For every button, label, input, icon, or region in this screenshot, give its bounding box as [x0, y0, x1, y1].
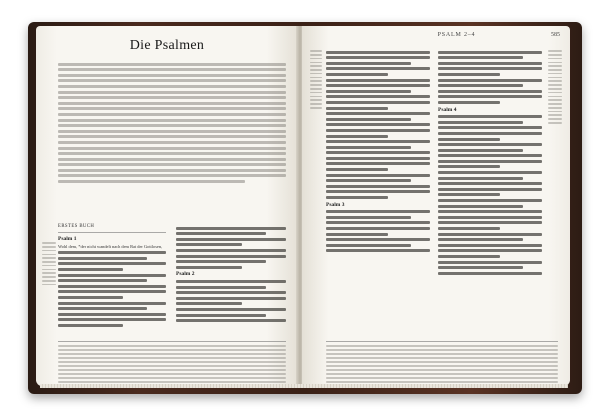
- right-column-2: [438, 48, 542, 277]
- right-footnotes: [326, 338, 558, 386]
- psalm-3-heading: Psalm 3: [326, 201, 345, 208]
- left-column-1: [58, 224, 166, 330]
- running-header: [362, 32, 560, 38]
- right-column-1: [326, 48, 430, 255]
- right-inner-margin-notes: [310, 48, 322, 111]
- intro-paragraph: [58, 60, 286, 186]
- page-edges: [40, 384, 568, 388]
- psalm-1-heading: Psalm 1: [58, 235, 77, 242]
- left-footnotes: [58, 338, 286, 386]
- left-page: [36, 26, 298, 386]
- running-title: PSALM 2–4: [437, 32, 476, 38]
- right-outer-margin-notes: [548, 48, 562, 126]
- left-margin-notes: [42, 240, 56, 288]
- psalm-1-first-line: Wohl dem, *der nicht wandelt nach dem Rat der Gottlosen,: [58, 243, 163, 249]
- right-page: [302, 26, 570, 386]
- page-number: 585: [551, 32, 560, 38]
- section-label: ERSTES BUCH: [58, 224, 95, 229]
- psalm-4-heading: Psalm 4: [438, 106, 457, 113]
- psalm-2-heading: Psalm 2: [176, 271, 195, 278]
- book-title: Die Psalmen: [129, 38, 205, 53]
- left-column-2: [176, 224, 286, 325]
